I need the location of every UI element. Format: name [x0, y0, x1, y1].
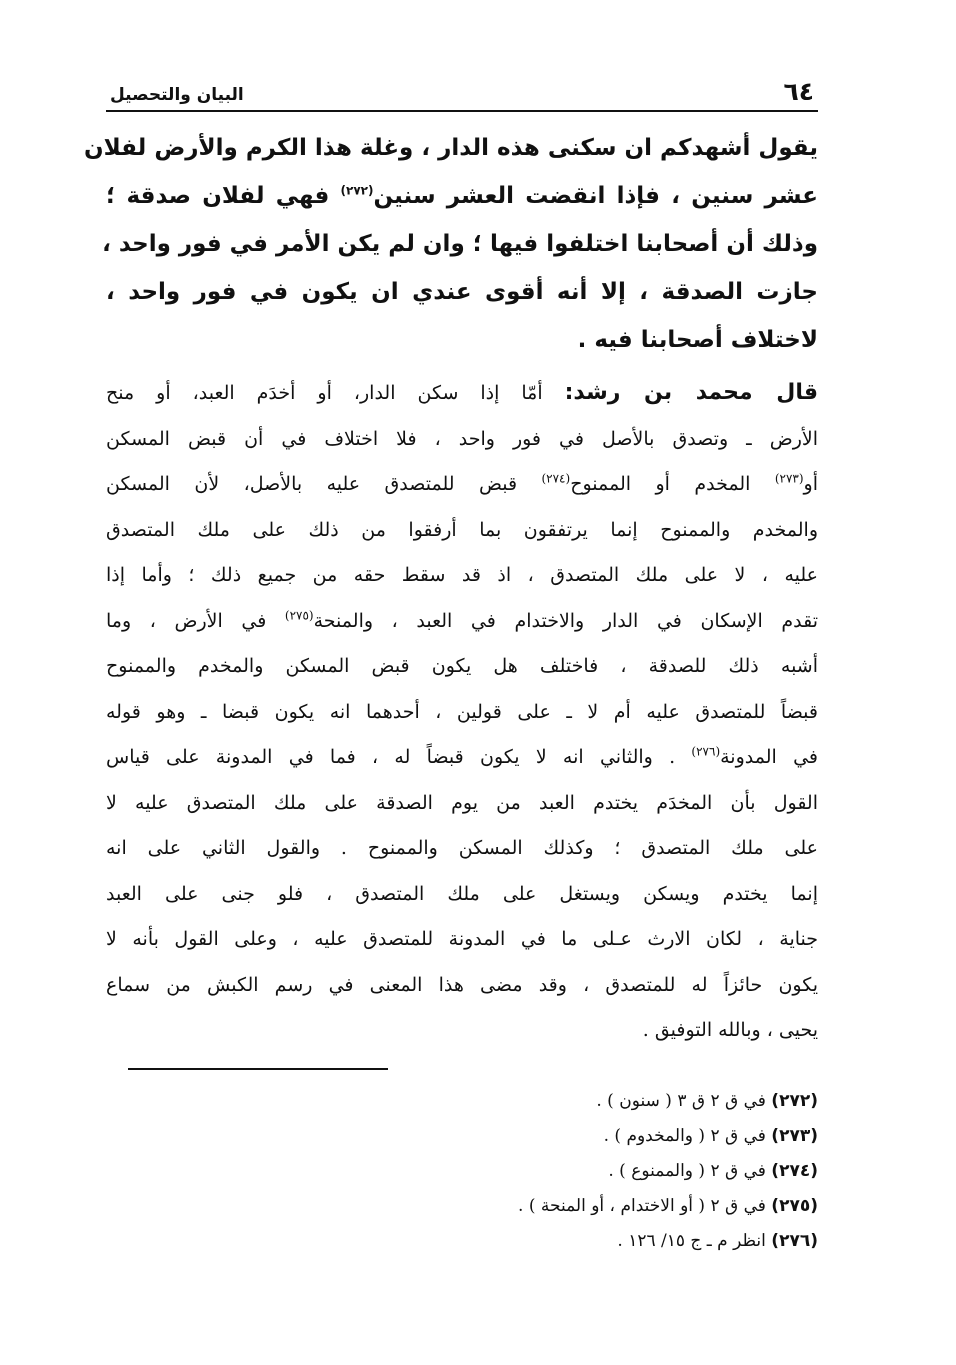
footnote-273	[106, 1119, 818, 1154]
quote-line: وذلك أن أصحابنا اختلفوا فيها ؛ وان لم يكن الأمر في فور واحد ،	[102, 231, 818, 257]
commentary-line: على ملك المتصدق ؛ وكذلك المسكن والممنوح . والقول الثاني على انه	[106, 837, 818, 859]
quote-line: يقول أشهدكم ان سكنى هذه الدار ، وغلة هذا الكرم والأرض لفلان	[84, 135, 818, 161]
footnote-275	[106, 1189, 818, 1224]
commentary-line: الأرض ـ وتصدق بالأصل في فور واحد ، فلا اختلاف في أن قبض المسكن	[106, 427, 818, 450]
footnote-number: (٢٧٣)	[771, 1125, 818, 1146]
note-ref-272: (٢٧٢)	[340, 183, 374, 198]
quote-line	[106, 172, 818, 220]
quote-line: جازت الصدقة ، إلا أنه أقوى عندي ان يكون في فور واحد ،	[106, 279, 818, 305]
footnote-divider	[128, 1068, 388, 1070]
page-number: ٦٤	[783, 77, 814, 106]
book-title: البيان والتحصيل	[110, 85, 244, 105]
commentary-line: يحيى ، وبالله التوفيق .	[642, 1019, 818, 1041]
footnote-272	[106, 1084, 818, 1119]
note-ref-273: (٢٧٣)	[774, 471, 804, 486]
commentary-line-part: في الأرض ، وما	[106, 609, 267, 632]
note-ref-274: (٢٧٤)	[541, 471, 571, 486]
footnote-number: (٢٧٥)	[771, 1195, 818, 1216]
footnote-number: (٢٧٤)	[771, 1160, 818, 1181]
quote-line-part: عشر سنين ، فإذا انقضت العشر سنين	[373, 183, 818, 209]
footnote-text: في ق ٢ ( والممنوع ) .	[608, 1160, 766, 1181]
commentary-line-part: . والثاني انه لا يكون قبضاً له ، فما في المدونة على قياس	[106, 746, 676, 768]
commentary-line-part: قبض للمتصدق عليه بالأصل، لأن المسكن	[106, 473, 518, 495]
footnote-number: (٢٧٦)	[771, 1230, 818, 1251]
commentary-line: قبضاً للمتصدق عليه أم لا ـ على قولين ، أحدهما انه يكون قبضا ـ وهو قوله	[106, 700, 818, 723]
commentary-line	[106, 735, 818, 781]
commentary-line-part: في المدونة	[720, 746, 818, 768]
footnote-text: في ق ٢ ( والمخدوم ) .	[603, 1125, 766, 1146]
commentary-line: عليه ، لا على ملك المتصدق ، اذ قد سقط حقه من جميع ذلك ؛ وأما إذا	[106, 564, 818, 586]
commentary-line	[106, 370, 818, 417]
quoted-text	[84, 124, 818, 364]
commentary-line: يكون حائزاً له للمتصدق ، وقد مضى هذا المعنى في رسم الكبش من سماع	[106, 973, 818, 996]
footnote-274	[106, 1154, 818, 1189]
footnote-text: انظر م ـ ج ١٥/ ١٢٦ .	[617, 1230, 766, 1251]
commentary-line-part: تقدم الإسكان في الدار والاختدام في العبد ، والمنحة	[313, 609, 818, 632]
note-ref-275: (٢٧٥)	[284, 608, 314, 623]
commentary-line-part: أو	[803, 473, 818, 495]
footnotes	[106, 1084, 818, 1259]
commentary-line: إنما يختدم ويسكن ويستغل على ملك المتصدق ، فلو جنى على العبد	[106, 882, 818, 905]
commentary-line: القول بأن المخدَم يختدم العبد من يوم الصدقة على ملك المتصدق عليه لا	[106, 791, 818, 814]
book-page	[84, 72, 818, 1259]
commentary-line-part: أمّا إذا سكن الدار، أو أخدَم العبد، أو منح	[106, 382, 543, 404]
footnote-text: في ق ٢ ق ٣ ( سنون ) .	[596, 1090, 766, 1111]
commentary-line: أشبه ذلك للصدقة ، فاختلف هل يكون قبض المسكن والمخدم والممنوح	[106, 655, 818, 677]
note-ref-276: (٢٧٦)	[691, 744, 721, 759]
quote-line-part: فهي لفلان صدقة ؛	[106, 183, 330, 209]
commentary-line: والمخدم والممنوح إنما يرتفقون بما أرفقوا من ذلك على ملك المتصدق	[106, 518, 818, 541]
footnote-number: (٢٧٢)	[771, 1090, 818, 1111]
footnote-text: في ق ٢ ( أو الاختدام ، أو المنحة ) .	[518, 1195, 766, 1216]
commentary-line	[106, 599, 818, 645]
commentary-text	[106, 370, 818, 1054]
commentary-line-part: المخدم أو الممنوح	[570, 473, 751, 495]
running-head	[106, 72, 818, 112]
footnote-276	[106, 1224, 818, 1259]
quote-line: لاختلاف أصحابنا فيه .	[577, 327, 818, 353]
speaker-label: قال محمد بن رشد:	[564, 380, 818, 405]
commentary-line: جناية ، لكان الارث عـلى ما في المدونة للمتصدق عليه ، وعلى القول بأنه لا	[106, 928, 818, 950]
commentary-line	[106, 462, 818, 508]
